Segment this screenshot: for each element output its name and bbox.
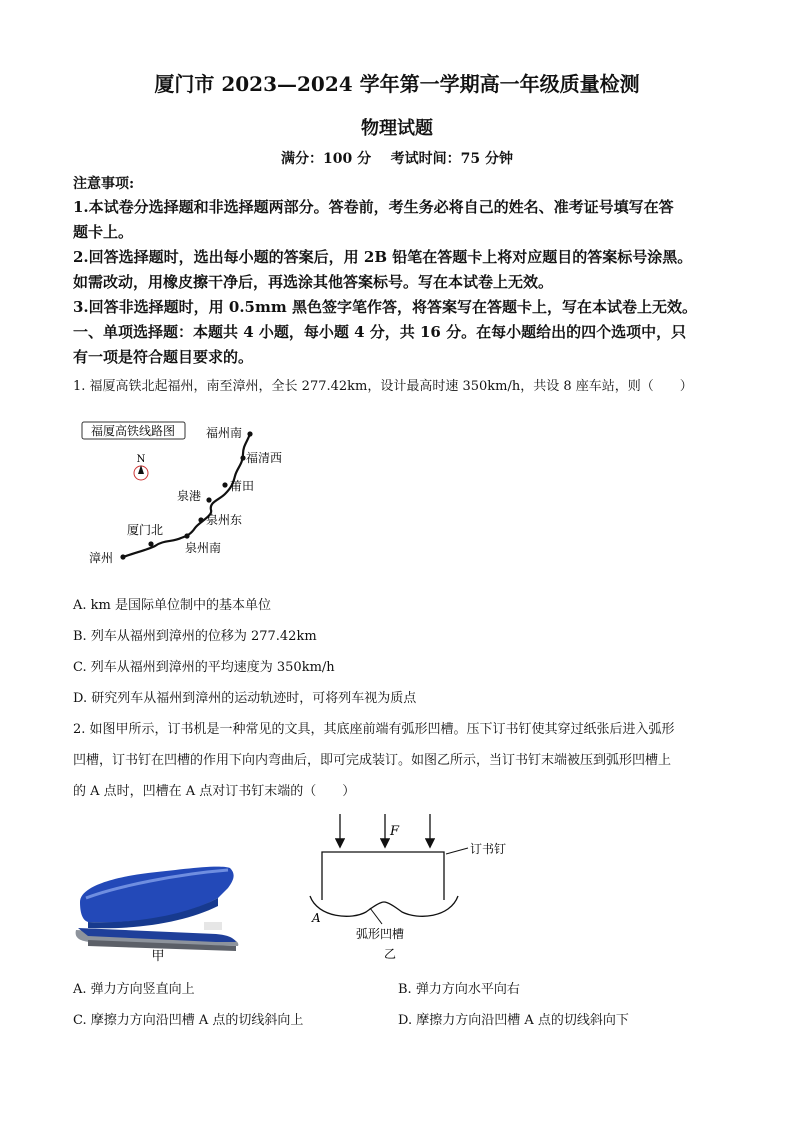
station-label: 泉港 <box>177 489 202 503</box>
notice-line: 1.本试卷分选择题和非选择题两部分。答卷前，考生务必将自己的姓名、准考证号填写在答 <box>73 198 674 216</box>
notice-line: 2.回答选择题时，选出每小题的答案后，用 2B 铅笔在答题卡上将对应题目的答案标号涂黑。 <box>73 248 693 266</box>
q1-option-b: B. 列车从福州到漳州的位移为 277.42km <box>73 629 317 644</box>
q2-option-a: A. 弹力方向竖直向上 <box>73 982 195 997</box>
station-label: 泉州南 <box>185 541 222 555</box>
section-heading: 有一项是符合题目要求的。 <box>73 348 254 366</box>
figure-a-caption: 甲 <box>151 949 165 964</box>
station-label: 泉州东 <box>206 513 243 527</box>
q2-stem-line: 的 A 点时，凹槽在 A 点对订书钉末端的（ ） <box>73 784 356 799</box>
force-label: F <box>390 824 400 839</box>
q2-option-d: D. 摩擦力方向沿凹槽 A 点的切线斜向下 <box>398 1013 629 1028</box>
notice-line: 题卡上。 <box>73 223 134 241</box>
svg-text:N: N <box>136 454 146 465</box>
staple-label: 订书钉 <box>470 842 507 856</box>
exam-title: 厦门市 2023—2024 学年第一学期高一年级质量检测 <box>154 72 640 96</box>
subject-title: 物理试题 <box>361 118 433 139</box>
station-label: 漳州 <box>89 551 114 565</box>
groove-label: 弧形凹槽 <box>355 927 405 941</box>
notice-line: 如需改动，用橡皮擦干净后，再选涂其他答案标号。写在本试卷上无效。 <box>73 273 554 291</box>
q1-stem: 1. 福厦高铁北起福州，南至漳州，全长 277.42km，设计最高时速 350km/h，共设 8 座车站，则（ ） <box>73 379 693 394</box>
q1-option-d: D. 研究列车从福州到漳州的运动轨迹时，可将列车视为质点 <box>73 691 417 706</box>
notice-line: 3.回答非选择题时，用 0.5mm 黑色签字笔作答，将答案写在答题卡上，写在本试卷上无效。 <box>73 298 697 316</box>
railway-map <box>75 412 305 577</box>
q2-stem-line: 凹槽，订书钉在凹槽的作用下向内弯曲后，即可完成装订。如图乙所示，当订书钉末端被压到弧形凹槽上 <box>73 753 672 768</box>
stapler-illustration <box>68 858 248 968</box>
north-arrow-icon <box>134 454 148 480</box>
force-arrows <box>340 814 430 846</box>
q2-stem-line: 2. 如图甲所示，订书机是一种常见的文具，其底座前端有弧形凹槽。压下订书钉使其穿过纸张后进入弧形 <box>73 722 675 737</box>
groove-curve <box>310 896 458 916</box>
q2-option-c: C. 摩擦力方向沿凹槽 A 点的切线斜向上 <box>73 1013 304 1028</box>
station-label: 莆田 <box>230 479 255 493</box>
q1-option-c: C. 列车从福州到漳州的平均速度为 350km/h <box>73 660 335 675</box>
q1-option-a: A. km 是国际单位制中的基本单位 <box>73 598 271 613</box>
station-label: 福清西 <box>246 451 283 465</box>
map-title: 福厦高铁线路图 <box>90 424 176 438</box>
station-label: 福州南 <box>206 426 243 440</box>
figure-b-caption: 乙 <box>383 947 397 961</box>
exam-meta: 满分：100 分 考试时间：75 分钟 <box>281 151 513 167</box>
notice-heading: 注意事项: <box>73 176 135 192</box>
point-a-label: A <box>312 911 321 925</box>
station-label: 厦门北 <box>127 523 164 537</box>
q2-option-b: B. 弹力方向水平向右 <box>398 982 520 997</box>
staple-shape <box>322 852 444 900</box>
section-heading: 一、单项选择题：本题共 4 小题，每小题 4 分，共 16 分。在每小题给出的四个选项中，只 <box>73 323 687 341</box>
staple-diagram <box>300 808 540 968</box>
